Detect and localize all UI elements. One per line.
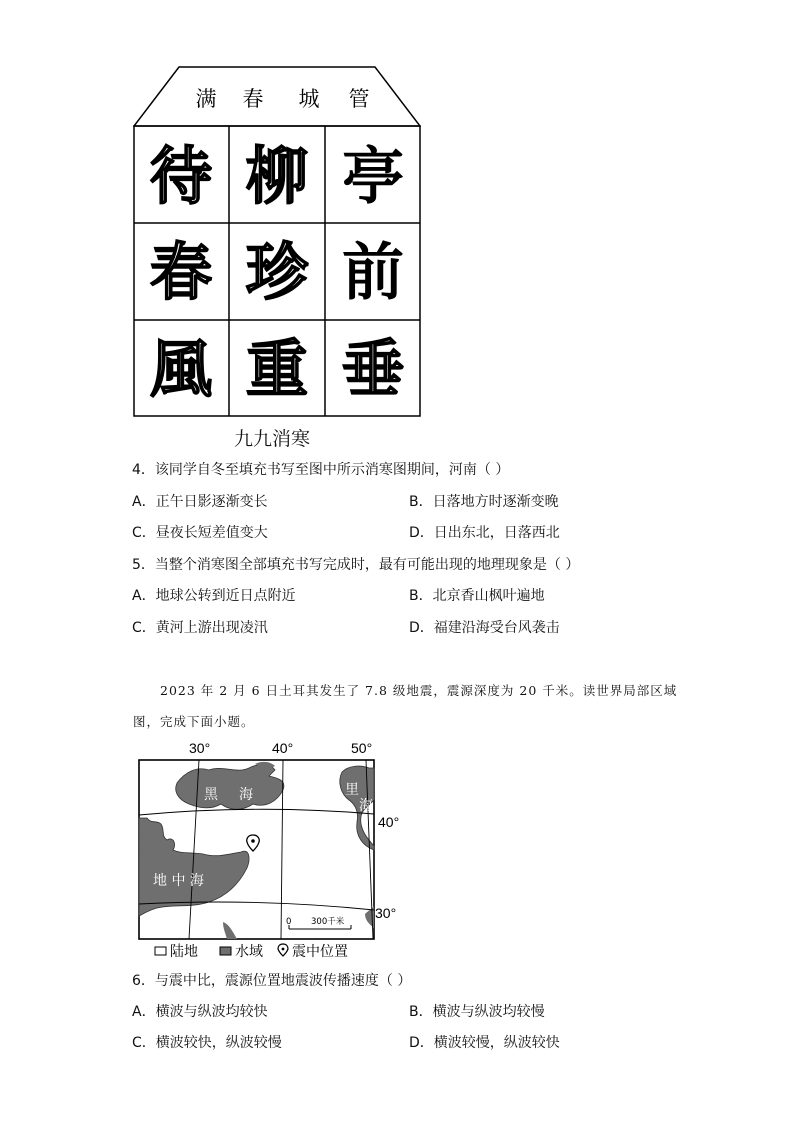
q6-option-b[interactable]: B．横波与纵波均较慢 bbox=[409, 1004, 545, 1020]
xiaohan-char-filled: 前 bbox=[341, 235, 405, 309]
q5-stem: 5．当整个消寒图全部填充书写完成时，最有可能出现的地理现象是（ ） bbox=[132, 557, 580, 573]
legend-water-label: 水域 bbox=[235, 944, 263, 960]
lon-label-50: 50° bbox=[351, 740, 373, 756]
region-map bbox=[137, 738, 409, 960]
black-sea-label: 海 bbox=[239, 787, 253, 803]
passage-line-2: 图，完成下面小题。 bbox=[133, 714, 255, 729]
q4-option-d[interactable]: D．日出东北，日落西北 bbox=[409, 525, 560, 541]
xiaohan-char-outline: 風 bbox=[149, 332, 213, 406]
q4-option-b[interactable]: B．日落地方时逐渐变晚 bbox=[409, 494, 559, 510]
black-sea-label: 黑 bbox=[204, 787, 218, 803]
q5-option-a[interactable]: A．地球公转到近日点附近 bbox=[132, 588, 296, 604]
q4-option-c[interactable]: C．昼夜长短差值变大 bbox=[132, 525, 268, 541]
lon-label-30: 30° bbox=[189, 740, 211, 756]
legend-epicenter-icon bbox=[278, 944, 288, 956]
mediterranean-label: 地 中 海 bbox=[153, 873, 204, 889]
q4-stem: 4．该同学自冬至填充书写至图中所示消寒图期间，河南（ ） bbox=[132, 462, 510, 478]
legend-water-swatch bbox=[220, 947, 231, 955]
xiaohan-char-outline: 垂 bbox=[341, 332, 405, 406]
xiaohan-char-outline: 柳 bbox=[245, 139, 309, 213]
lon-label-40: 40° bbox=[272, 740, 294, 756]
q5-option-b[interactable]: B．北京香山枫叶遍地 bbox=[409, 588, 545, 604]
black-sea-shape bbox=[176, 764, 284, 809]
xiaohan-header-char: 管 bbox=[348, 87, 370, 111]
xiaohan-char-outline: 待 bbox=[149, 139, 213, 213]
region-map-svg bbox=[137, 738, 409, 960]
map-legend bbox=[155, 943, 348, 960]
q6-option-d[interactable]: D．横波较慢，纵波较快 bbox=[409, 1035, 560, 1051]
xiaohan-char-outline: 重 bbox=[245, 332, 309, 406]
legend-epicenter-label: 震中位置 bbox=[292, 944, 348, 960]
q6-stem: 6．与震中比，震源位置地震波传播速度（ ） bbox=[132, 973, 412, 989]
q6-option-c[interactable]: C．横波较快，纵波较慢 bbox=[132, 1035, 282, 1051]
lat-label-30: 30° bbox=[375, 905, 397, 921]
xiaohan-chart-svg bbox=[133, 66, 421, 420]
caspian-label: 里 bbox=[345, 782, 359, 798]
xiaohan-header-char: 满 bbox=[195, 87, 217, 111]
lat-label-40: 40° bbox=[378, 814, 400, 830]
xiaohan-header-char: 城 bbox=[298, 87, 320, 111]
xiaohan-header-char: 春 bbox=[242, 87, 264, 111]
legend-land-swatch bbox=[155, 947, 166, 955]
q5-option-d[interactable]: D．福建沿海受台风袭击 bbox=[409, 620, 560, 636]
passage-line-1: 2023 年 2 月 6 日土耳其发生了 7.8 级地震，震源深度为 20 千米。读世界局部区域 bbox=[160, 683, 678, 698]
q4-option-a[interactable]: A．正午日影逐渐变长 bbox=[132, 494, 268, 510]
q6-option-a[interactable]: A．横波与纵波均较快 bbox=[132, 1004, 268, 1020]
scale-label: 300千米 bbox=[311, 917, 345, 927]
xiaohan-char-outline: 珍 bbox=[245, 235, 309, 309]
legend-land-label: 陆地 bbox=[170, 944, 198, 960]
xiaohan-char-filled: 亭 bbox=[341, 139, 405, 213]
xiaohan-caption: 九九消寒 bbox=[234, 428, 311, 450]
xiaohan-char-outline: 春 bbox=[149, 235, 213, 309]
q5-option-c[interactable]: C．黄河上游出现凌汛 bbox=[132, 620, 268, 636]
xiaohan-chart bbox=[133, 66, 421, 420]
caspian-label: 海 bbox=[359, 798, 373, 814]
xiaohan-header-frame bbox=[134, 67, 420, 126]
scale-zero: 0 bbox=[286, 917, 292, 927]
